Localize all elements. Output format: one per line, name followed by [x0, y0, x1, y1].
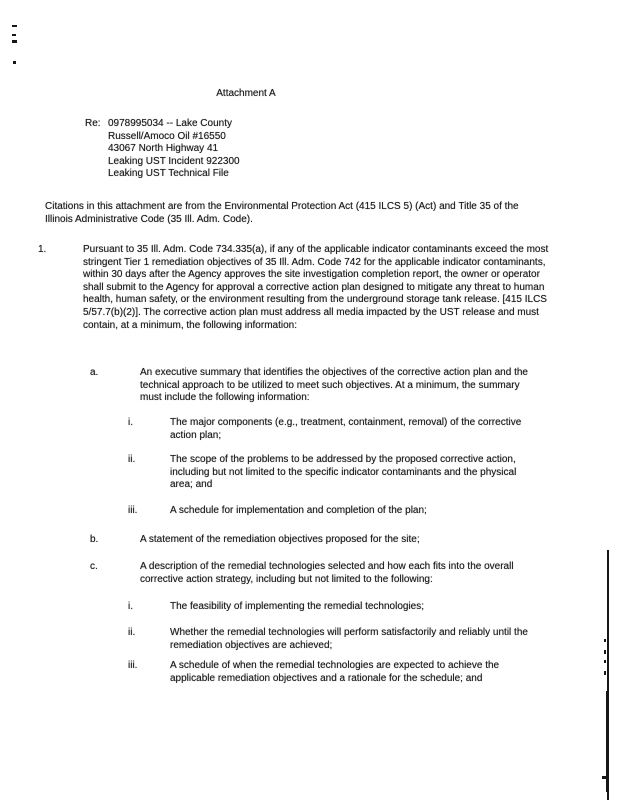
scan-artifact-tick [602, 776, 607, 779]
scan-artifact-mark [12, 34, 16, 36]
page-title: Attachment A [216, 88, 276, 99]
scan-artifact-tick [604, 660, 606, 663]
re-line-site-number: 0978995034 -- Lake County [108, 118, 232, 129]
scan-artifact-tick [604, 639, 606, 642]
list-item-1 [38, 244, 553, 332]
sub-item-c-i [128, 601, 534, 614]
sub-item-c [90, 561, 540, 586]
re-block [85, 118, 240, 181]
scan-artifact-mark [12, 25, 17, 27]
sub-item-c-ii-numeral: ii. [128, 627, 136, 638]
sub-item-c-ii [128, 627, 534, 652]
re-lines [108, 118, 240, 181]
sub-item-c-ii-text: Whether the remedial technologies will perform satisfactorily and reliably until the remediation objectives are achieved; [170, 627, 528, 651]
re-line-file: Leaking UST Technical File [108, 168, 229, 180]
sub-item-c-iii [128, 660, 534, 685]
re-line-address: 43067 North Highway 41 [108, 143, 219, 155]
sub-item-a-letter: a. [90, 367, 99, 378]
sub-item-a-iii-text: A schedule for implementation and completion of the plan; [170, 505, 427, 516]
sub-item-b-text: A statement of the remediation objectives proposed for the site; [140, 534, 420, 545]
re-label: Re: [85, 118, 101, 129]
re-line-incident: Leaking UST Incident 922300 [108, 155, 240, 167]
scan-artifact-tick [604, 650, 606, 654]
sub-item-a-ii-text: The scope of the problems to be addressed by the proposed corrective action, including but not limited to the specific indicator contaminants and the physical area; and [170, 454, 517, 491]
sub-item-a-ii [128, 454, 534, 492]
scan-artifact-tick [604, 671, 606, 675]
sub-item-a-ii-numeral: ii. [128, 454, 136, 465]
sub-item-c-text: A description of the remedial technologies selected and how each fits into the overall corrective action strategy, including but not limited to the following: [140, 561, 514, 585]
sub-item-a-text: An executive summary that identifies the objectives of the corrective action plan and the technical approach to be utilized to meet such objectives. At a minimum, the summary must include the following information: [140, 367, 528, 404]
sub-item-a-i-numeral: i. [128, 417, 133, 428]
sub-item-c-i-text: The feasibility of implementing the remedial technologies; [170, 601, 425, 612]
sub-item-a-iii [128, 505, 534, 518]
scan-artifact-mark [12, 40, 17, 43]
sub-item-b-letter: b. [90, 534, 99, 545]
sub-item-a-i [128, 417, 534, 442]
sub-item-a-iii-numeral: iii. [128, 505, 138, 516]
list-item-1-number: 1. [38, 244, 47, 255]
scan-artifact-mark [13, 61, 16, 64]
list-item-1-text: Pursuant to 35 Ill. Adm. Code 734.335(a), if any of the applicable indicator contaminants exceed the most stringent Tier 1 remediation objectives of 35 Ill. Adm. Code 742 for the applicable indicator contaminants, within 30 days after the Agency approves the site investigation completion report, the owner or operator shall submit to the Agency for approval a corrective action plan designed to mitigate any threat to human health, human safety, or the environment resulting from the underground storage tank release. [415 ILCS 5/57.7(b)(2)]. The corrective action plan must address all media impacted by the UST release and must contain, at a minimum, the following information: [83, 244, 549, 331]
intro-paragraph: Citations in this attachment are from the Environmental Protection Act (415 ILCS 5) (Act) and Title 35 of the Illinois Administrative Code (35 Ill. Adm. Code). [45, 201, 519, 225]
sub-item-a-i-text: The major components (e.g., treatment, containment, removal) of the corrective action plan; [170, 417, 522, 441]
sub-item-c-iii-text: A schedule of when the remedial technologies are expected to achieve the applicable remediation objectives and a rationale for the schedule; and [170, 660, 500, 684]
sub-item-b [90, 534, 580, 547]
sub-item-a [90, 367, 540, 405]
sub-item-c-iii-numeral: iii. [128, 660, 138, 671]
sub-item-c-letter: c. [90, 561, 98, 572]
re-line-site-name: Russell/Amoco Oil #16550 [108, 130, 226, 142]
sub-item-c-i-numeral: i. [128, 601, 133, 612]
